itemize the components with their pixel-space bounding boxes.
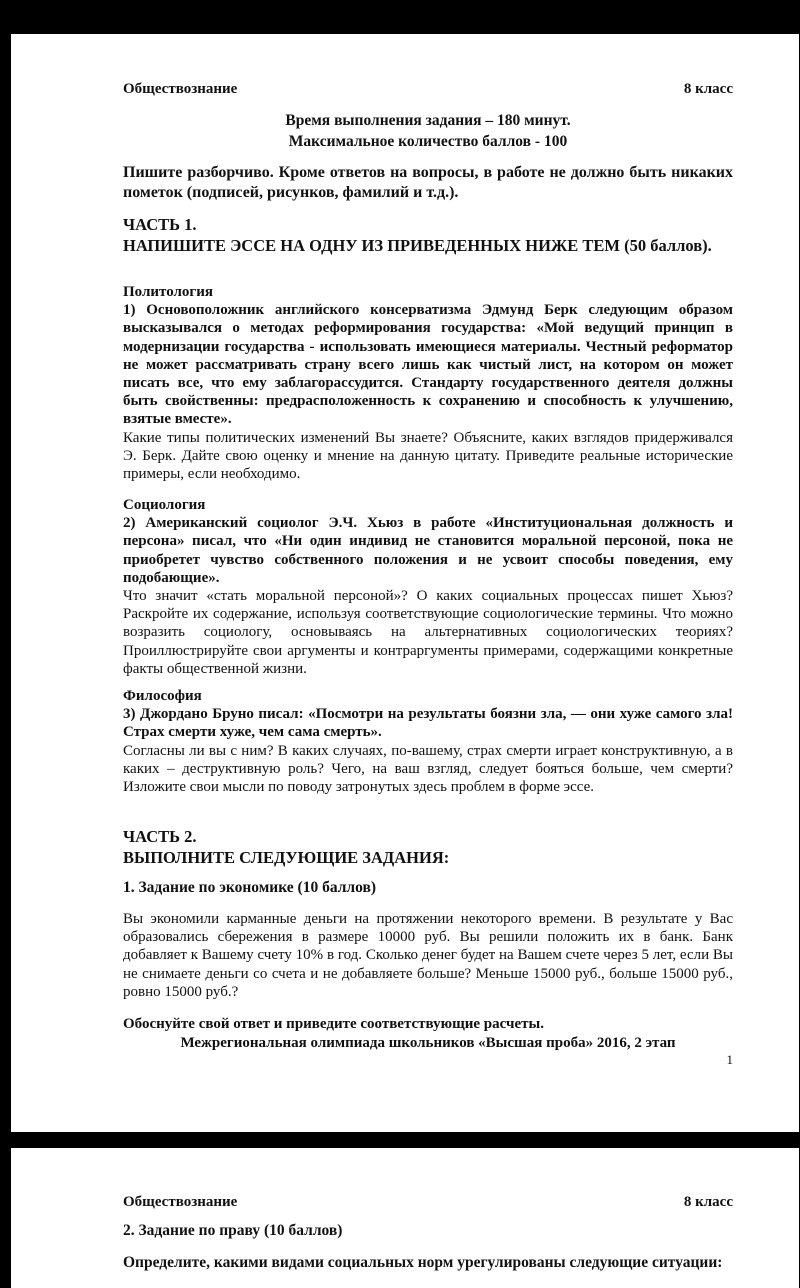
- grade-label: 8 класс: [683, 1194, 733, 1210]
- document-page-1: [11, 34, 799, 1132]
- page-number: 1: [726, 1052, 733, 1067]
- document-page-2: [11, 1148, 799, 1288]
- task1-text: Вы экономили карманные деньги на протяжении некоторого времени. В результате у Вас образовались сбережения в размере 10000 руб. Вы решили положить их в банк. Банк добавляет к Вашему счету 10% в год. Сколько денег будет на Вашем счете через 5 лет, если Вы не снимаете деньги со счета и не добавляете больше? Меньше 15000 руб., больше 15000 руб., ровно 15000 руб.?: [123, 911, 733, 1000]
- topic-quote: 1) Основоположник английского консерватизма Эдмунд Берк следующим образом высказывался о методах реформирования государства: «Мой ведущий принцип в модернизации государства - использовать имеющиеся материалы. Честный реформатор не может рассматривать страну всего лишь как чистый лист, на котором он может писать все, что ему заблагорассудится. Стандарту государственного деятеля должны быть свойственны: предрасположенность к сохранению и способность к улучшению, взятые вместе».: [123, 302, 733, 428]
- task2-text: Определите, какими видами социальных норм урегулированы следующие ситуации:: [123, 1254, 723, 1271]
- grade-label: 8 класс: [683, 81, 733, 97]
- task1-note: Обоснуйте свой ответ и приведите соответствующие расчеты.: [123, 1016, 544, 1032]
- task2-title: 2. Задание по праву (10 баллов): [123, 1222, 343, 1239]
- topic-area: Политология: [123, 284, 213, 300]
- topic-question: Согласны ли вы с ним? В каких случаях, по-вашему, страх смерти играет конструктивную, а в каких – деструктивную роль? Чего, на ваш взгляд, следует бояться больше, чем смерти? Изложите свои мысли по поводу затронутых здесь проблем в форме эссе.: [123, 742, 733, 796]
- page-header: [123, 1194, 733, 1211]
- part2-title: ЧАСТЬ 2.: [123, 827, 197, 846]
- subject-label: Обществознание: [123, 1194, 238, 1210]
- topic-question: Что значит «стать моральной персоной»? О каких социальных процессах пишет Хьюз? Раскройте их содержание, используя соответствующие социологические термины. Что можно возразить социологу, основываясь на альтернативных социологических теориях? Проиллюстрируйте свои аргументы и контраргументы примерами, содержащими конкретные факты общественной жизни.: [123, 588, 733, 677]
- task1-title: 1. Задание по экономике (10 баллов): [123, 879, 377, 896]
- exam-info: [123, 110, 733, 152]
- topic-philosophy: [123, 687, 733, 796]
- part1-heading: [123, 214, 733, 256]
- part1-title: ЧАСТЬ 1.: [123, 215, 197, 234]
- part1-subtitle: НАПИШИТЕ ЭССЕ НА ОДНУ ИЗ ПРИВЕДЕННЫХ НИЖЕ ТЕМ (50 баллов).: [123, 236, 712, 255]
- max-score: Максимальное количество баллов - 100: [288, 133, 568, 150]
- topic-question: Какие типы политических изменений Вы знаете? Объясните, каких взглядов придерживался Э. Берк. Дайте свою оценку и мнение на данную цитату. Приведите реальные исторические примеры, если необходимо.: [123, 429, 733, 483]
- topic-quote: 3) Джордано Бруно писал: «Посмотри на результаты боязни зла, — они хуже самого зла! Страх смерти хуже, чем сама смерть».: [123, 706, 733, 741]
- topic-sociology: [123, 496, 733, 678]
- topic-area: Социология: [123, 497, 206, 513]
- part2-heading: [123, 826, 733, 868]
- topic-quote: 2) Американский социолог Э.Ч. Хьюз в работе «Институциональная должность и персона» писал, что «Ни один индивид не становится моральной персоной, пока не приобретет чувство собственного положения и не усвоит способы поведения, ему подобающие».: [123, 515, 733, 586]
- topic-area: Философия: [123, 688, 202, 704]
- instruction: Пишите разборчиво. Кроме ответов на вопросы, в работе не должно быть никаких пометок (подписей, рисунков, фамилий и т.д.).: [123, 164, 733, 201]
- topic-politology: [123, 283, 733, 483]
- subject-label: Обществознание: [123, 81, 238, 97]
- page-footer: Межрегиональная олимпиада школьников «Высшая проба» 2016, 2 этап: [180, 1035, 676, 1051]
- page-header: [123, 81, 733, 98]
- time-limit: Время выполнения задания – 180 минут.: [285, 112, 571, 129]
- part2-subtitle: ВЫПОЛНИТЕ СЛЕДУЮЩИЕ ЗАДАНИЯ:: [123, 848, 450, 867]
